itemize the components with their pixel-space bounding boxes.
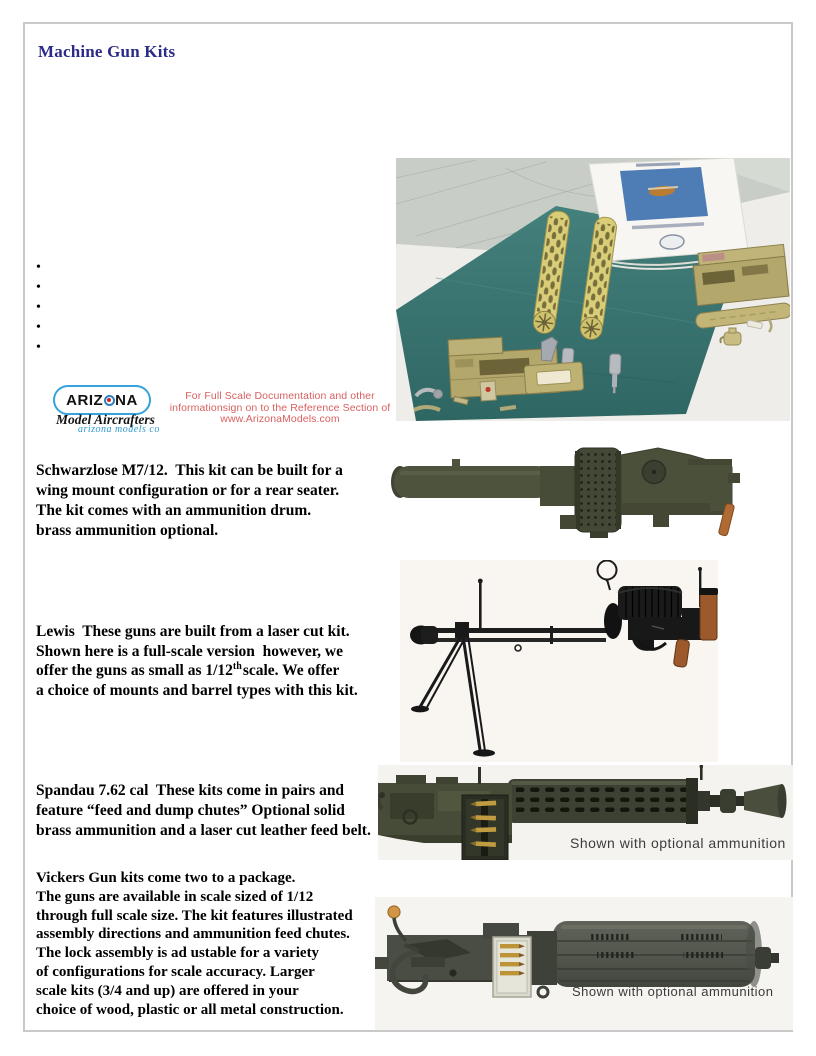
logo-subtitle: Model Aircrafters bbox=[56, 412, 155, 427]
description-line: Schwarzlose M7/12. This kit can be built for a bbox=[36, 462, 343, 479]
bullet-item: • bbox=[36, 300, 41, 315]
description-line: wing mount configuration or for a rear seater. bbox=[36, 482, 340, 499]
caption-optional-ammo-spandau: Shown with optional ammunition bbox=[570, 835, 786, 851]
description-line: The lock assembly is ad ustable for a variety bbox=[36, 945, 320, 962]
bullet-item: • bbox=[36, 280, 41, 295]
description-line: choice of wood, plastic or all metal construction. bbox=[36, 1001, 344, 1018]
pan-magazine bbox=[618, 586, 682, 620]
kit-parts-photo bbox=[396, 158, 790, 421]
description-line: assembly directions and ammunition feed chutes. bbox=[36, 926, 350, 943]
roundel-icon bbox=[104, 395, 115, 406]
description-line: The guns are available in scale sized of 1/12 bbox=[36, 888, 314, 905]
description-line: through full scale size. The kit features illustrated bbox=[36, 907, 353, 924]
logo-brand-pre: ARIZ bbox=[66, 391, 104, 409]
logo-tagline: arizona models co bbox=[78, 424, 160, 435]
barrel-jacket bbox=[553, 921, 779, 987]
vickers-description bbox=[36, 869, 353, 1019]
feed-chute bbox=[462, 795, 508, 860]
description-line: brass ammunition and a laser cut leather feed belt. bbox=[36, 822, 371, 839]
water-jacket bbox=[508, 778, 698, 824]
bullet-item: • bbox=[36, 320, 41, 335]
receiver-part bbox=[692, 244, 789, 305]
schwarzlose-description bbox=[36, 461, 343, 541]
schwarzlose-image bbox=[390, 445, 750, 540]
caption-optional-ammo-vickers: Shown with optional ammunition bbox=[572, 984, 774, 999]
description-line: offer the guns as small as 1/12thscale. We offer bbox=[36, 660, 340, 679]
description-line: Spandau 7.62 cal These kits come in pairs and bbox=[36, 782, 345, 799]
description-line: The kit comes with an ammunition drum. bbox=[36, 502, 312, 519]
arizona-logo bbox=[53, 385, 151, 415]
notice-line-1: For Full Scale Documentation and other bbox=[185, 390, 375, 402]
description-line: Shown here is a full-scale version however, we bbox=[36, 642, 343, 660]
superscript-th: th bbox=[232, 660, 242, 672]
description-line: of configurations for scale accuracy. Larger bbox=[36, 963, 315, 980]
lewis-description bbox=[36, 622, 358, 700]
kit-parts-image bbox=[396, 158, 790, 421]
vickers-image bbox=[375, 897, 793, 1030]
description-line: Lewis These guns are built from a laser cut kit. bbox=[36, 623, 350, 640]
lewis-image bbox=[400, 560, 718, 762]
description-line: Vickers Gun kits come two to a package. bbox=[36, 870, 296, 886]
description-line: scale kits (3/4 and up) are offered in your bbox=[36, 982, 299, 999]
spandau-description bbox=[36, 781, 371, 841]
receiver bbox=[628, 617, 706, 640]
description-line: brass ammunition optional. bbox=[36, 522, 219, 539]
bullet-item: • bbox=[36, 340, 41, 355]
ammunition-drum bbox=[575, 448, 621, 532]
logo-brand-post: NA bbox=[115, 391, 138, 409]
description-line: feature “feed and dump chutes” Optional solid bbox=[36, 802, 345, 819]
page-title: Machine Gun Kits bbox=[38, 42, 176, 61]
notice-line-3: www.ArizonaModels.com bbox=[220, 413, 340, 425]
reference-notice bbox=[158, 391, 402, 426]
vickers-photo bbox=[375, 897, 793, 1030]
schwarzlose-photo bbox=[390, 445, 750, 540]
notice-line-2: informationsign on to the Reference Section of bbox=[169, 401, 391, 414]
lewis-photo bbox=[400, 560, 718, 762]
feed-chute bbox=[493, 937, 531, 997]
butt-stock bbox=[700, 591, 717, 640]
bullet-list bbox=[36, 258, 41, 358]
bullet-item: • bbox=[36, 260, 41, 275]
description-line: a choice of mounts and barrel types with this kit. bbox=[36, 681, 358, 699]
